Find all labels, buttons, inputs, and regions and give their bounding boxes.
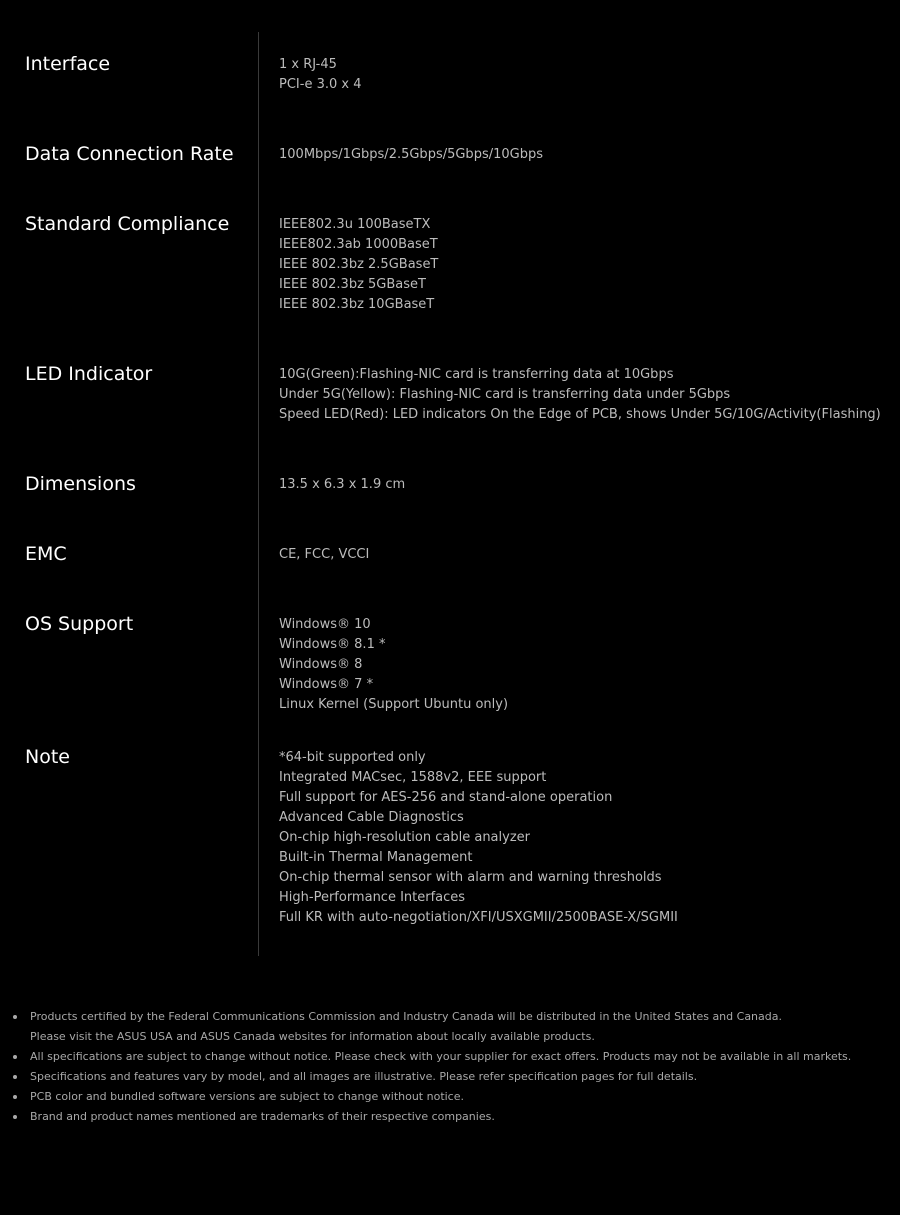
spec-value: IEEE 802.3bz 10GBaseT (279, 297, 435, 312)
footnote-text: Products certified by the Federal Communications Commission and Industry Canada will be distributed in the United States and Canada. (30, 1010, 782, 1023)
spec-value: IEEE802.3ab 1000BaseT (279, 237, 438, 252)
spec-value: Built-in Thermal Management (279, 850, 473, 865)
spec-value: PCI-e 3.0 x 4 (279, 77, 362, 92)
spec-value: High-Performance Interfaces (279, 890, 466, 905)
bullet-icon (13, 1075, 17, 1079)
footnote-item (0, 1087, 900, 1107)
spec-value: IEEE 802.3bz 5GBaseT (279, 277, 426, 292)
spec-value-list (279, 365, 889, 425)
spec-value: IEEE802.3u 100BaseTX (279, 217, 431, 232)
spec-value: Windows® 8 (279, 657, 363, 672)
spec-value-list (279, 55, 889, 95)
footnote-item (0, 1007, 900, 1047)
spec-value-list (279, 615, 889, 715)
spec-value: Linux Kernel (Support Ubuntu only) (279, 697, 509, 712)
spec-value: 10G(Green):Flashing-NIC card is transferring data at 10Gbps (279, 367, 674, 382)
spec-label: Note (25, 746, 70, 768)
spec-value: On-chip thermal sensor with alarm and warning thresholds (279, 870, 662, 885)
footnote-item (0, 1047, 900, 1067)
spec-value-list (279, 145, 889, 165)
bullet-icon (13, 1115, 17, 1119)
footnote-text: Brand and product names mentioned are trademarks of their respective companies. (30, 1110, 495, 1123)
bullet-icon (13, 1055, 17, 1059)
spec-value: 13.5 x 6.3 x 1.9 cm (279, 477, 406, 492)
spec-label: EMC (25, 543, 67, 565)
spec-value: IEEE 802.3bz 2.5GBaseT (279, 257, 439, 272)
spec-value-list (279, 545, 889, 565)
spec-value: On-chip high-resolution cable analyzer (279, 830, 530, 845)
footnote-text: PCB color and bundled software versions are subject to change without notice. (30, 1090, 464, 1103)
spec-value: Windows® 7 * (279, 677, 374, 692)
spec-value: *64-bit supported only (279, 750, 426, 765)
bullet-icon (13, 1015, 17, 1019)
spec-value: Speed LED(Red): LED indicators On the Edge of PCB, shows Under 5G/10G/Activity(Flashing) (279, 407, 881, 422)
spec-label: LED Indicator (25, 363, 153, 385)
spec-value: Windows® 10 (279, 617, 371, 632)
footnote-item (0, 1067, 900, 1087)
spec-label: Standard Compliance (25, 213, 230, 235)
spec-label: Dimensions (25, 473, 136, 495)
spec-value: 1 x RJ-45 (279, 57, 337, 72)
spec-value: Full support for AES-256 and stand-alone operation (279, 790, 613, 805)
spec-value-list (279, 215, 889, 315)
column-divider (258, 32, 259, 956)
spec-value: Full KR with auto-negotiation/XFI/USXGMII/2500BASE-X/SGMII (279, 910, 678, 925)
bullet-icon (13, 1095, 17, 1099)
spec-value: Under 5G(Yellow): Flashing-NIC card is transferring data under 5Gbps (279, 387, 731, 402)
spec-label: Interface (25, 53, 111, 75)
spec-value-list (279, 475, 889, 495)
footnote-list (0, 1007, 900, 1127)
spec-label: OS Support (25, 613, 134, 635)
spec-value: Integrated MACsec, 1588v2, EEE support (279, 770, 547, 785)
spec-value-list (279, 748, 889, 928)
footnote-text: Specifications and features vary by model, and all images are illustrative. Please refer specification pages for full details. (30, 1070, 698, 1083)
footnote-text: All specifications are subject to change without notice. Please check with your supplier for exact offers. Products may not be available in all markets. (30, 1050, 852, 1063)
spec-value: CE, FCC, VCCI (279, 547, 370, 562)
spec-value: Windows® 8.1 * (279, 637, 386, 652)
spec-label: Data Connection Rate (25, 143, 234, 165)
spec-value: Advanced Cable Diagnostics (279, 810, 464, 825)
footnote-item (0, 1107, 900, 1127)
footnote-text: Please visit the ASUS USA and ASUS Canada websites for information about locally available products. (30, 1030, 595, 1043)
spec-value: 100Mbps/1Gbps/2.5Gbps/5Gbps/10Gbps (279, 147, 543, 162)
